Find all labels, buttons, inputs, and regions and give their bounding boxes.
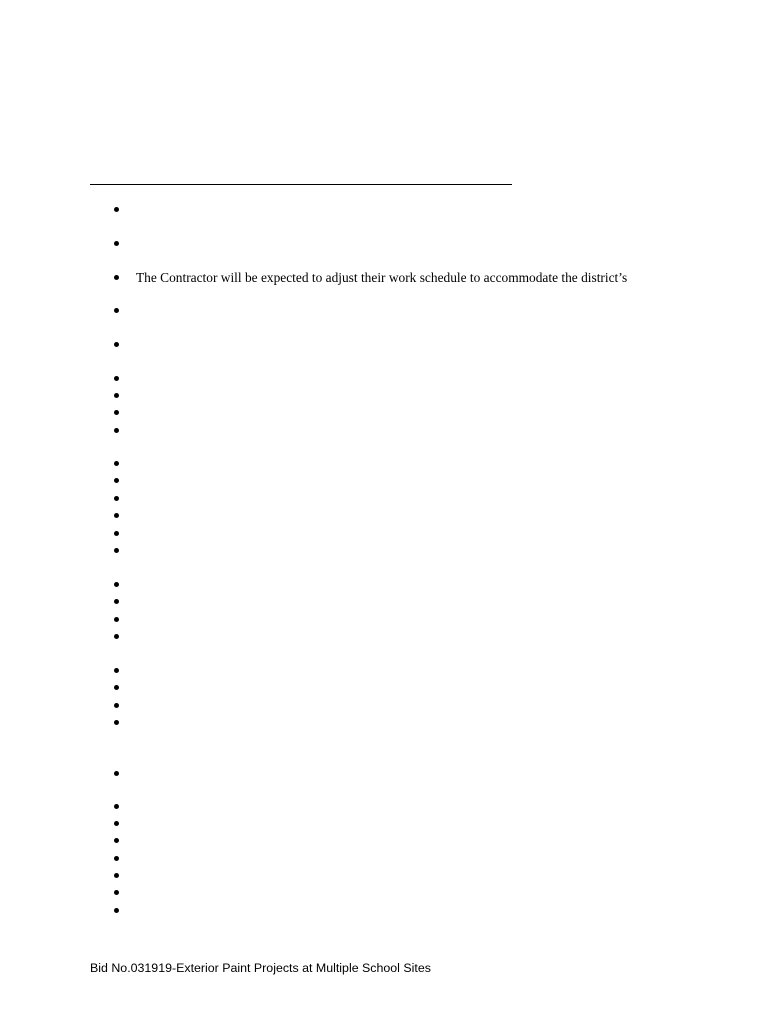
bullet-icon (114, 496, 119, 501)
bullet-icon (114, 393, 119, 398)
footer-bid-title: Bid No.031919-Exterior Paint Projects at Multiple School Sites (90, 961, 431, 975)
bullet-icon (114, 241, 119, 246)
list-item (110, 628, 710, 646)
bullet-icon (114, 410, 119, 415)
bullet-icon (114, 873, 119, 878)
list-item (110, 472, 710, 490)
list-item (110, 507, 710, 525)
list-item (110, 235, 710, 253)
bullet-icon (114, 804, 119, 809)
list-item (110, 336, 710, 354)
bullet-icon (114, 531, 119, 536)
list-item (110, 902, 710, 920)
list-item (110, 697, 710, 715)
list-item (110, 201, 710, 219)
list-item (110, 422, 710, 440)
bullet-icon (114, 771, 119, 776)
bullet-icon (114, 890, 119, 895)
list-item (110, 269, 710, 287)
list-item (110, 370, 710, 388)
list-item (110, 765, 710, 783)
bullet-icon (114, 685, 119, 690)
list-item (110, 576, 710, 594)
list-item (110, 815, 710, 833)
bullet-icon (114, 703, 119, 708)
bullet-icon (114, 548, 119, 553)
list-item (110, 455, 710, 473)
list-item (110, 798, 710, 816)
bullet-icon (114, 428, 119, 433)
bullet-icon (114, 838, 119, 843)
list-item (110, 404, 710, 422)
list-item (110, 850, 710, 868)
list-item (110, 832, 710, 850)
list-item (110, 884, 710, 902)
list-item (110, 679, 710, 697)
list-item (110, 867, 710, 885)
bullet-icon (114, 908, 119, 913)
bullet-icon (114, 275, 119, 280)
bullet-icon (114, 376, 119, 381)
bullet-icon (114, 821, 119, 826)
list-item (110, 714, 710, 732)
bullet-icon (114, 668, 119, 673)
list-item (110, 542, 710, 560)
list-item (110, 525, 710, 543)
list-item (110, 611, 710, 629)
bullet-icon (114, 634, 119, 639)
bullet-icon (114, 582, 119, 587)
bullet-icon (114, 856, 119, 861)
bullet-icon (114, 308, 119, 313)
bullet-icon (114, 599, 119, 604)
bullet-icon (114, 478, 119, 483)
bullet-icon (114, 461, 119, 466)
list-item (110, 302, 710, 320)
bullet-icon (114, 342, 119, 347)
bullet-icon (114, 617, 119, 622)
list-item (110, 662, 710, 680)
list-item (110, 593, 710, 611)
bullet-icon (114, 720, 119, 725)
list-item (110, 387, 710, 405)
list-item-text: The Contractor will be expected to adjust their work schedule to accommodate the district’s (136, 270, 628, 285)
bullet-icon (114, 207, 119, 212)
list-item (110, 490, 710, 508)
bullet-icon (114, 513, 119, 518)
